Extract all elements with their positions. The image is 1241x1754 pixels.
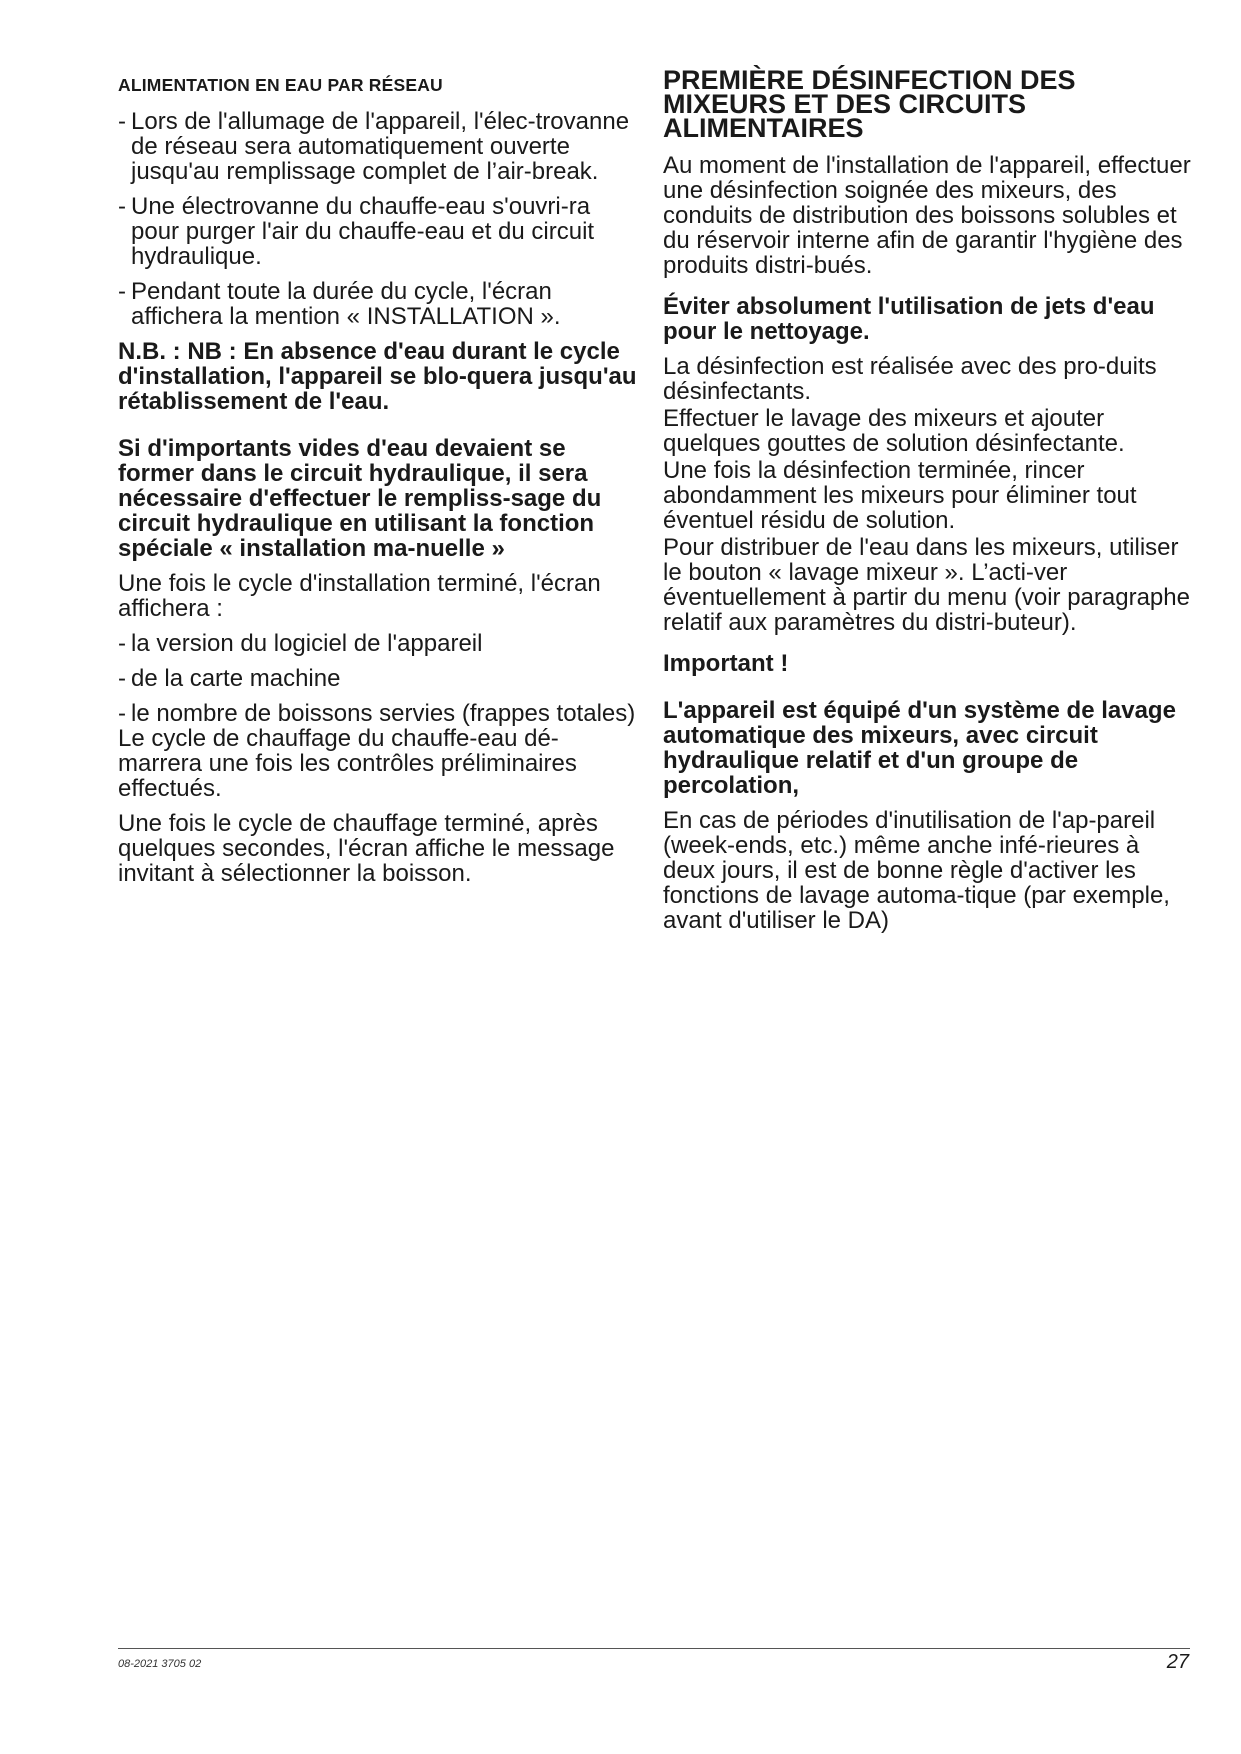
rinse-paragraph: Une fois la désinfection terminée, rincer abondamment les mixeurs pour éliminer tout éventuel résidu de solution.	[663, 457, 1137, 534]
after-cycle-paragraph: Une fois le cycle d'installation terminé, l'écran affichera :	[118, 570, 601, 622]
list-item-text: Pendant toute la durée du cycle, l'écran affichera la mention « INSTALLATION ».	[131, 278, 561, 330]
bullet-dash: -	[118, 630, 126, 657]
bullet-dash: -	[118, 665, 126, 692]
list-item	[118, 701, 638, 726]
section-heading-disinfection: PREMIÈRE DÉSINFECTION DES MIXEURS ET DES CIRCUITS ALIMENTAIRES	[663, 65, 1076, 143]
footer-divider	[118, 1648, 1190, 1649]
idle-paragraph: En cas de périodes d'inutilisation de l'ap-pareil (week-ends, etc.) même anche infé-rieures à deux jours, il est de bonne règle d'activer les fonctions de lavage automa-tique (par exemple, avant d'utiliser le DA)	[663, 807, 1170, 934]
heating-end-paragraph: Une fois le cycle de chauffage terminé, après quelques secondes, l'écran affiche le message invitant à sélectionner la boisson.	[118, 810, 615, 887]
list-item	[118, 666, 638, 691]
avoid-jets-paragraph: Éviter absolument l'utilisation de jets d'eau pour le nettoyage.	[663, 293, 1155, 345]
list-item	[118, 279, 638, 329]
list-item	[118, 109, 638, 184]
bullet-dash: -	[118, 278, 126, 305]
bullet-dash: -	[118, 700, 126, 727]
section-heading-water-supply: ALIMENTATION EN EAU PAR RÉSEAU	[118, 75, 443, 95]
list-item-text: la version du logiciel de l'appareil	[131, 630, 483, 657]
document-code: 08-2021 3705 02	[118, 1658, 202, 1670]
distribute-paragraph: Pour distribuer de l'eau dans les mixeurs, utiliser le bouton « lavage mixeur ». L’acti-ver éventuellement à partir du menu (voir paragraphe relatif aux paramètres du distri-buteur).	[663, 534, 1190, 636]
list-item-text: de la carte machine	[131, 665, 341, 692]
bullet-dash: -	[118, 108, 126, 135]
right-column	[663, 65, 1193, 943]
list-item	[118, 194, 638, 269]
heating-start-paragraph: Le cycle de chauffage du chauffe-eau dé-marrera une fois les contrôles préliminaires effectués.	[118, 725, 577, 802]
disinfectant-paragraph: La désinfection est réalisée avec des pro-duits désinfectants.	[663, 353, 1157, 405]
list-item-text: Une électrovanne du chauffe-eau s'ouvri-ra pour purger l'air du chauffe-eau et du circuit hydraulique.	[131, 193, 595, 270]
important-label: Important !	[663, 650, 789, 677]
bullet-dash: -	[118, 193, 126, 220]
page-number: 27	[1166, 1651, 1189, 1673]
intro-paragraph: Au moment de l'installation de l'appareil, effectuer une désinfection soignée des mixeurs, des conduits de distribution des boissons solubles et du réservoir interne afin de garantir l'hygiène des produits distri-bués.	[663, 152, 1191, 279]
warning-paragraph: Si d'importants vides d'eau devaient se former dans le circuit hydraulique, il sera nécessaire d'effectuer le rempliss-sage du circuit hydraulique en utilisant la fonction spéciale « installation ma-nuelle »	[118, 435, 602, 562]
list-item-text: Lors de l'allumage de l'appareil, l'élec-trovanne de réseau sera automatiquement ouverte jusqu'au remplissage complet de l’air-break.	[131, 108, 630, 185]
list-item	[118, 631, 638, 656]
left-column	[118, 68, 638, 896]
wash-paragraph: Effectuer le lavage des mixeurs et ajouter quelques gouttes de solution désinfectante.	[663, 405, 1125, 457]
note-paragraph: N.B. : NB : En absence d'eau durant le cycle d'installation, l'appareil se blo-quera jusqu'au rétablissement de l'eau.	[118, 338, 637, 415]
equipped-paragraph: L'appareil est équipé d'un système de lavage automatique des mixeurs, avec circuit hydraulique relatif et d'un groupe de percolation,	[663, 697, 1176, 799]
list-item-text: le nombre de boissons servies (frappes totales)	[131, 700, 636, 727]
